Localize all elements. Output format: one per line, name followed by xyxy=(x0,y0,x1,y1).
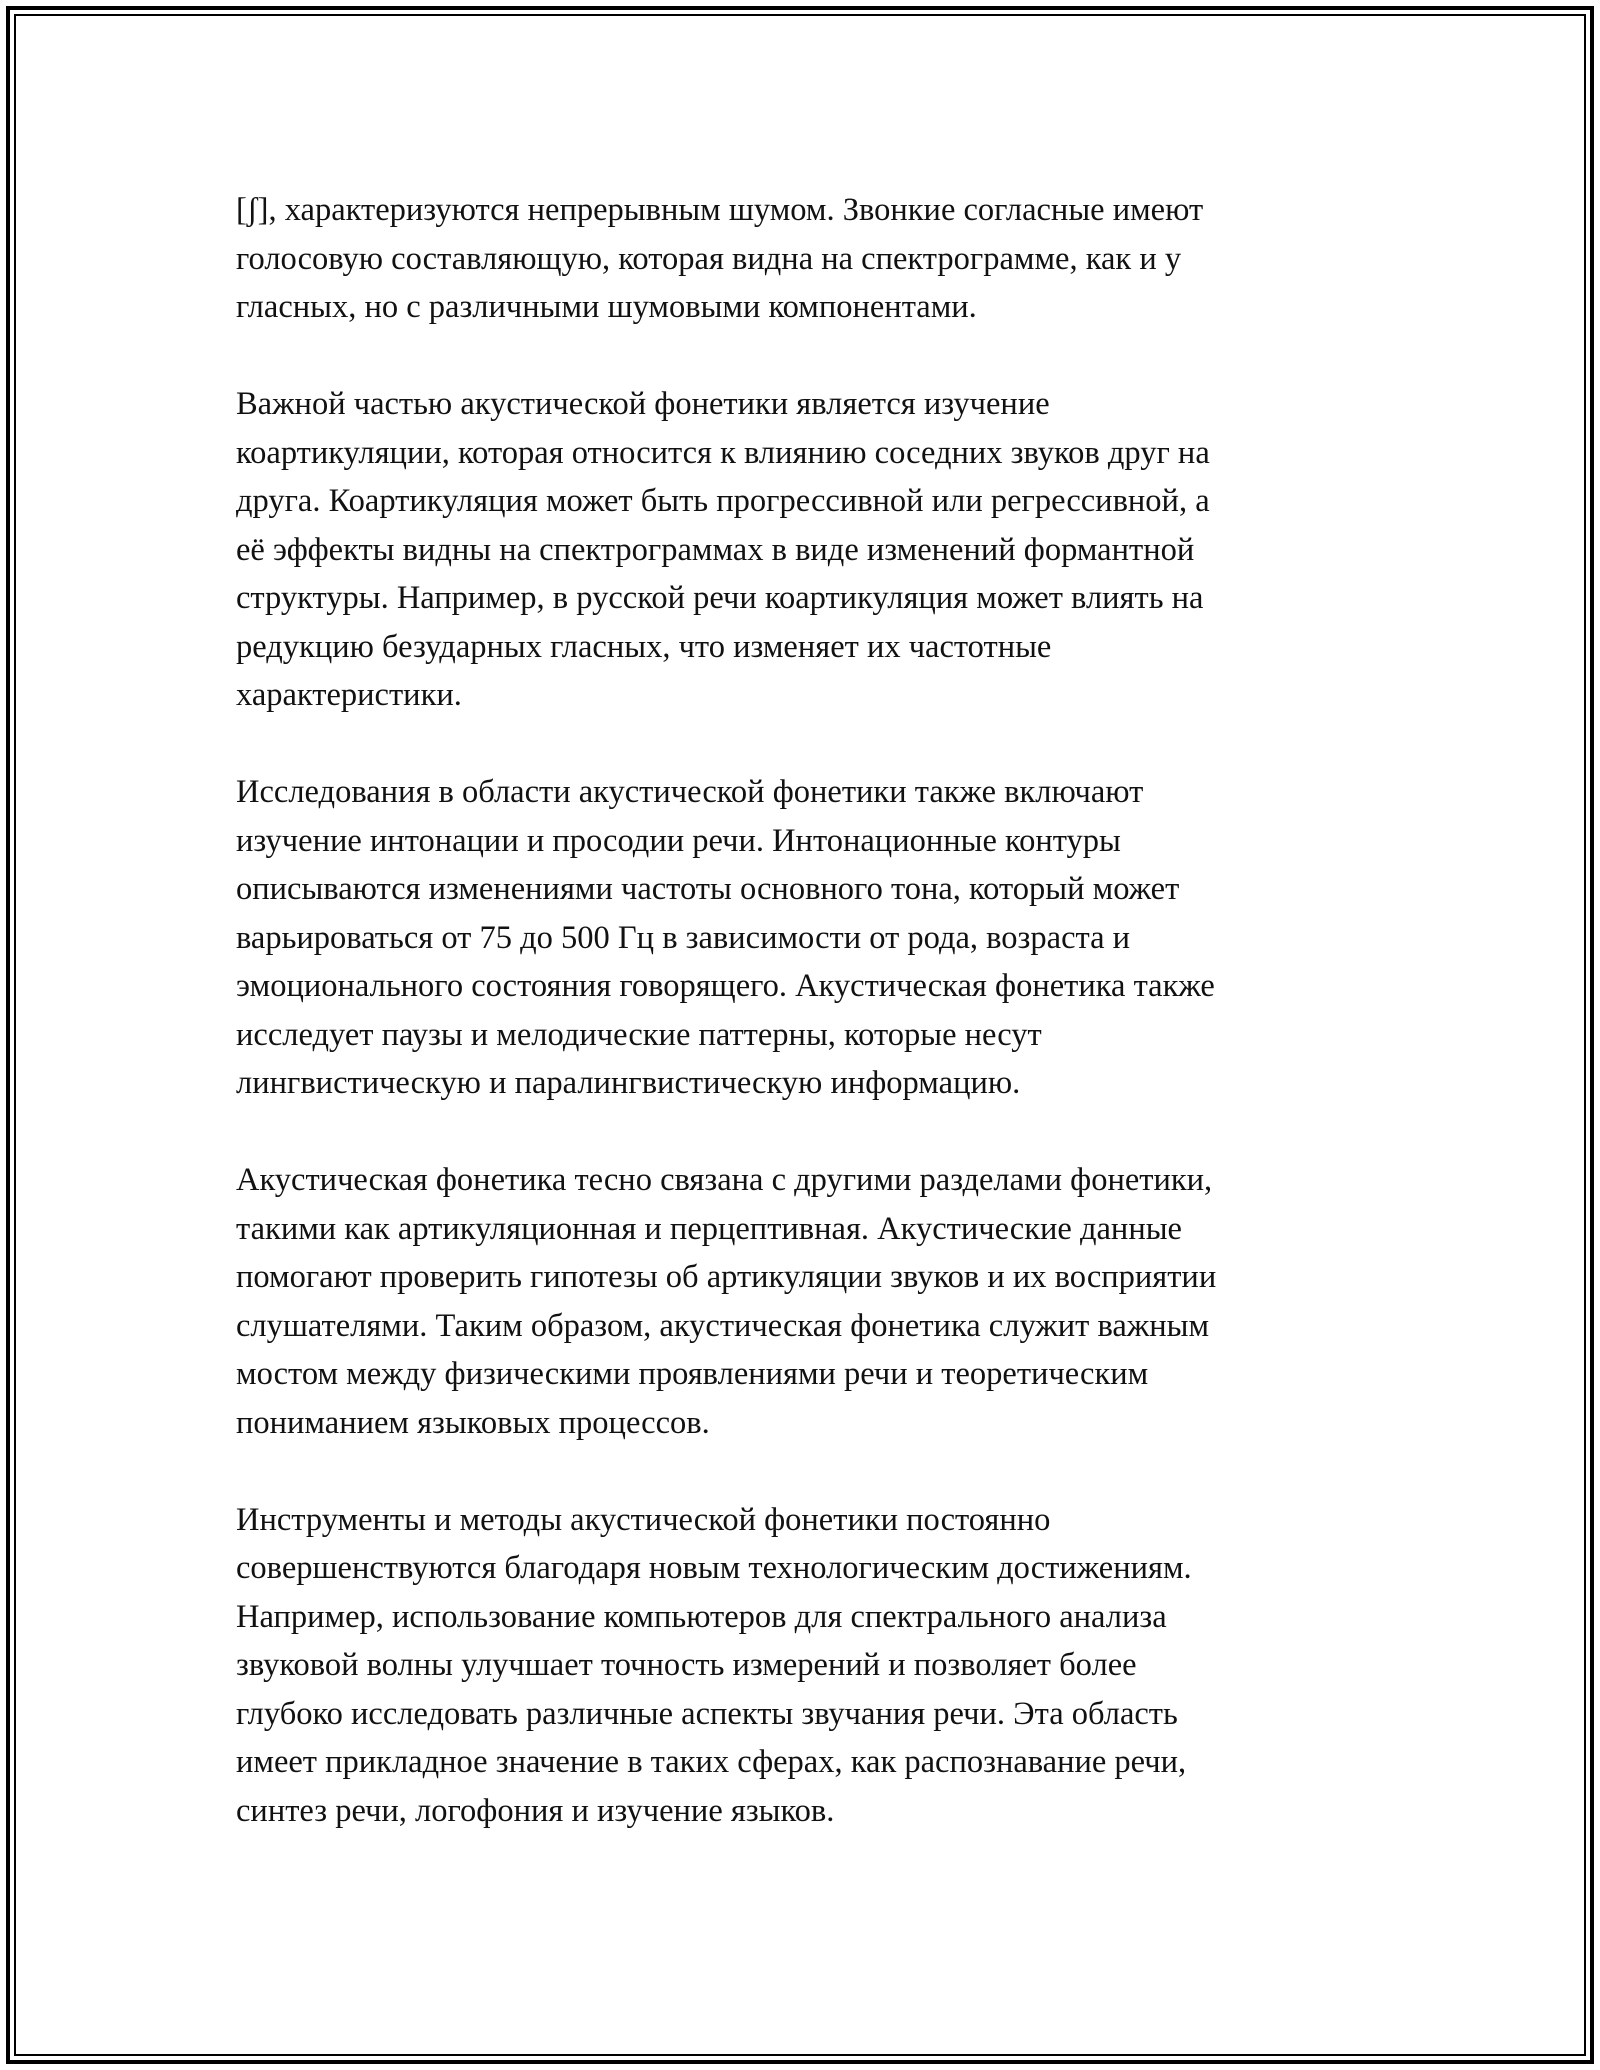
paragraph-coarticulation: Важной частью акустической фонетики является изучение коартикуляции, которая относится к влиянию соседних звуков друг на друга. Коартикуляция может быть прогрессивной или регрессивной, а её эффекты видны на спектрограммах в виде изменений формантной структуры. Например, в русской речи коартикуляция может влиять на редукцию безударных гласных, что изменяет их частотные характеристики. xyxy=(236,386,1210,713)
paragraph-tools-methods: Инструменты и методы акустической фонетики постоянно совершенствуются благодаря новым технологическим достижениям. Например, использование компьютеров для спектрального анализа звуковой волны улучшает точность измерений и позволяет более глубоко исследовать различные аспекты звучания речи. Эта область имеет прикладное значение в таких сферах, как распознавание речи, синтез речи, логофония и изучение языков. xyxy=(236,1501,1192,1829)
document-body xyxy=(236,186,1366,1884)
paragraph-related-branches: Акустическая фонетика тесно связана с другими разделами фонетики, такими как артикуляционная и перцептивная. Акустические данные помогают проверить гипотезы об артикуляции звуков и их восприятии слушателями. Таким образом, акустическая фонетика служит важным мостом между физическими проявлениями речи и теоретическим пониманием языковых процессов. xyxy=(236,1162,1217,1441)
paragraph-consonant-noise: [ʃ], характеризуются непрерывным шумом. Звонкие согласные имеют голосовую составляющую, которая видна на спектрограмме, как и у гласных, но с различными шумовыми компонентами. xyxy=(236,192,1204,325)
paragraph-intonation-prosody: Исследования в области акустической фонетики также включают изучение интонации и просодии речи. Интонационные контуры описываются изменениями частоты основного тона, который может варьироваться от 75 до 500 Гц в зависимости от рода, возраста и эмоционального состояния говорящего. Акустическая фонетика также исследует паузы и мелодические паттерны, которые несут лингвистическую и паралингвистическую информацию. xyxy=(236,774,1215,1101)
